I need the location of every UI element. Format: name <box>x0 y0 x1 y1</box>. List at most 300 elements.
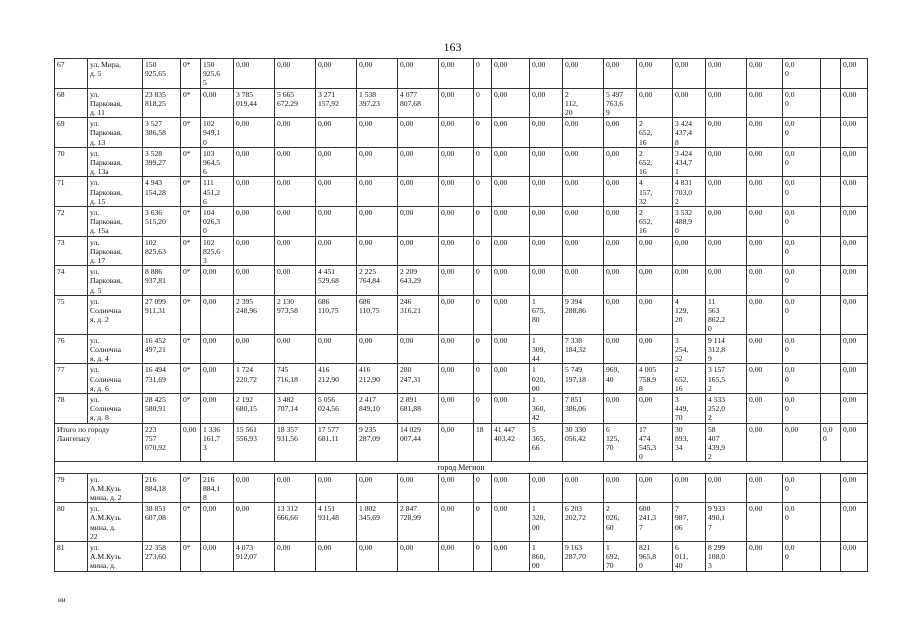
value-cell: 0 <box>474 364 492 394</box>
value-cell: 0,00 <box>398 541 439 571</box>
value-cell: 4 831 703,0 2 <box>673 177 706 207</box>
address-cell: ул. Солнечна я, д. 4 <box>88 334 143 364</box>
value-cell: 5 056 024,56 <box>316 393 357 423</box>
value-cell: 0,00 <box>357 334 398 364</box>
value-cell: 0,00 <box>637 236 673 266</box>
value-cell: 0,00 <box>841 147 868 177</box>
value-cell: 0* <box>181 88 201 118</box>
value-cell: 0,00 <box>316 118 357 148</box>
value-cell: 0,00 <box>841 207 868 237</box>
table-row <box>55 177 868 207</box>
value-cell: 0,00 <box>439 177 474 207</box>
value-cell: 0,00 <box>673 473 706 503</box>
value-cell: 0,00 <box>357 177 398 207</box>
value-cell: 2 130 973,58 <box>275 295 316 334</box>
value-cell: 0,0 0 <box>783 334 821 364</box>
empty-cell <box>821 59 841 89</box>
value-cell: 0,00 <box>275 177 316 207</box>
value-cell: 2 026, 60 <box>604 503 637 542</box>
value-cell: 0,00 <box>530 147 563 177</box>
value-cell: 0,0 0 <box>783 473 821 503</box>
value-cell: 0,0 0 <box>783 177 821 207</box>
value-cell: 0,0 0 <box>783 207 821 237</box>
value-cell: 0,00 <box>747 334 783 364</box>
table-row <box>55 118 868 148</box>
value-cell: 3 636 515,20 <box>143 207 181 237</box>
value-cell: 0 <box>474 59 492 89</box>
total-cell: 41 447 403,42 <box>492 423 530 462</box>
value-cell: 0,00 <box>492 177 530 207</box>
value-cell: 0 <box>474 207 492 237</box>
value-cell: 2 192 680,15 <box>234 393 275 423</box>
empty-cell <box>821 207 841 237</box>
value-cell: 4 151 931,48 <box>316 503 357 542</box>
value-cell: 3 528 399,27 <box>143 147 181 177</box>
value-cell: 0,00 <box>563 207 604 237</box>
value-cell: 0,00 <box>563 147 604 177</box>
address-cell: ул. Парковая, д. 15 <box>88 177 143 207</box>
value-cell: 2 891 681,88 <box>398 393 439 423</box>
value-cell: 1 320, 00 <box>530 503 563 542</box>
total-cell: 18 <box>474 423 492 462</box>
value-cell: 0 <box>474 503 492 542</box>
value-cell: 0,00 <box>841 473 868 503</box>
value-cell: 0,00 <box>357 59 398 89</box>
value-cell: 0,00 <box>706 59 747 89</box>
value-cell: 0,00 <box>201 334 234 364</box>
value-cell: 4 073 912,07 <box>234 541 275 571</box>
value-cell: 0,00 <box>747 177 783 207</box>
value-cell: 0,00 <box>275 236 316 266</box>
empty-cell <box>821 541 841 571</box>
value-cell: 3 532 488,9 0 <box>673 207 706 237</box>
value-cell: 0,00 <box>439 364 474 394</box>
value-cell: 0,00 <box>563 236 604 266</box>
value-cell: 0* <box>181 541 201 571</box>
total-cell: 6 125, 70 <box>604 423 637 462</box>
value-cell: 0,00 <box>604 266 637 296</box>
value-cell: 23 835 818,25 <box>143 88 181 118</box>
value-cell: 0,00 <box>234 266 275 296</box>
value-cell: 0,00 <box>706 266 747 296</box>
value-cell: 1 360, 42 <box>530 393 563 423</box>
value-cell: 0,00 <box>316 473 357 503</box>
value-cell: 28 425 580,91 <box>143 393 181 423</box>
value-cell: 0,00 <box>530 118 563 148</box>
value-cell: 3 424 437,4 8 <box>673 118 706 148</box>
value-cell: 0,00 <box>357 541 398 571</box>
value-cell: 745 716,18 <box>275 364 316 394</box>
page-number: 163 <box>443 40 462 54</box>
value-cell: 0,00 <box>234 147 275 177</box>
value-cell: 2 652, 16 <box>637 147 673 177</box>
value-cell: 6 203 202,72 <box>563 503 604 542</box>
row-number: 71 <box>55 177 88 207</box>
value-cell: 0,00 <box>439 88 474 118</box>
footnote: ни <box>58 596 66 604</box>
value-cell: 0,00 <box>275 59 316 89</box>
value-cell: 0,00 <box>637 334 673 364</box>
value-cell: 0,00 <box>201 393 234 423</box>
address-cell: ул. Парковая, д. 17 <box>88 236 143 266</box>
value-cell: 1 309, 44 <box>530 334 563 364</box>
value-cell: 7 851 386,06 <box>563 393 604 423</box>
row-number: 72 <box>55 207 88 237</box>
value-cell: 0,00 <box>747 59 783 89</box>
total-cell: 17 577 681,11 <box>316 423 357 462</box>
value-cell: 2 652, 16 <box>637 118 673 148</box>
value-cell: 0* <box>181 473 201 503</box>
value-cell: 0,00 <box>398 59 439 89</box>
value-cell: 686 110,75 <box>357 295 398 334</box>
value-cell: 0,00 <box>604 334 637 364</box>
section-title: город Мегион <box>55 462 868 473</box>
value-cell: 0* <box>181 266 201 296</box>
value-cell: 0,00 <box>398 236 439 266</box>
value-cell: 0,00 <box>747 473 783 503</box>
value-cell: 0,00 <box>492 236 530 266</box>
value-cell: 246 316,21 <box>398 295 439 334</box>
value-cell: 0,00 <box>201 364 234 394</box>
value-cell: 0,00 <box>492 88 530 118</box>
value-cell: 0,00 <box>841 503 868 542</box>
value-cell: 0,00 <box>275 473 316 503</box>
table-row <box>55 88 868 118</box>
empty-cell <box>821 295 841 334</box>
address-cell: ул. Мира, д. 5 <box>88 59 143 89</box>
value-cell: 0,0 0 <box>783 393 821 423</box>
empty-cell <box>821 118 841 148</box>
value-cell: 0,0 0 <box>783 266 821 296</box>
value-cell: 4 451 529,68 <box>316 266 357 296</box>
table-row <box>55 541 868 571</box>
value-cell: 0,00 <box>439 295 474 334</box>
total-cell: 15 561 556,93 <box>234 423 275 462</box>
value-cell: 0,00 <box>747 393 783 423</box>
value-cell: 8 299 108,0 3 <box>706 541 747 571</box>
value-cell: 0,00 <box>747 364 783 394</box>
value-cell: 0,00 <box>747 541 783 571</box>
total-cell: 14 029 007,44 <box>398 423 439 462</box>
value-cell: 0,00 <box>492 503 530 542</box>
value-cell: 0,00 <box>492 59 530 89</box>
value-cell: 0,00 <box>234 334 275 364</box>
value-cell: 0 <box>474 295 492 334</box>
value-cell: 0,00 <box>530 473 563 503</box>
value-cell: 0 <box>474 266 492 296</box>
value-cell: 0,00 <box>357 473 398 503</box>
value-cell: 0,00 <box>841 266 868 296</box>
value-cell: 0,00 <box>316 59 357 89</box>
value-cell: 0,00 <box>604 295 637 334</box>
value-cell: 5 497 763,6 9 <box>604 88 637 118</box>
value-cell: 0,00 <box>439 147 474 177</box>
value-cell: 0,00 <box>234 59 275 89</box>
value-cell: 0 <box>474 177 492 207</box>
address-cell: ул. А.М.Кузь мина, д. 2 <box>88 473 143 503</box>
empty-cell <box>821 473 841 503</box>
value-cell: 0,00 <box>604 59 637 89</box>
total-label: Итого по городу Лангепасу <box>55 423 143 462</box>
value-cell: 0* <box>181 503 201 542</box>
value-cell: 0,0 0 <box>783 364 821 394</box>
value-cell: 0,00 <box>747 266 783 296</box>
value-cell: 216 884,18 <box>143 473 181 503</box>
total-cell: 0,00 <box>439 423 474 462</box>
total-cell: 0,0 0 <box>821 423 841 462</box>
value-cell: 0,00 <box>398 177 439 207</box>
address-cell: ул. Парковая, д. 11 <box>88 88 143 118</box>
value-cell: 0,00 <box>637 266 673 296</box>
address-cell: ул. Солнечна я, д. 8 <box>88 393 143 423</box>
value-cell: 0,00 <box>706 147 747 177</box>
value-cell: 0,00 <box>439 207 474 237</box>
value-cell: 0,00 <box>747 118 783 148</box>
value-cell: 0,00 <box>275 118 316 148</box>
value-cell: 0,00 <box>563 118 604 148</box>
value-cell: 0 <box>474 236 492 266</box>
value-cell: 0,0 0 <box>783 118 821 148</box>
table-row <box>55 364 868 394</box>
table-row <box>55 503 868 542</box>
value-cell: 0,00 <box>841 295 868 334</box>
value-cell: 0,00 <box>604 147 637 177</box>
table-row <box>55 59 868 89</box>
value-cell: 0,00 <box>316 236 357 266</box>
address-cell: ул. Солнечна я, д. 2 <box>88 295 143 334</box>
value-cell: 0,00 <box>439 334 474 364</box>
value-cell: 0,00 <box>841 59 868 89</box>
value-cell: 0,00 <box>439 266 474 296</box>
value-cell: 4 943 154,28 <box>143 177 181 207</box>
value-cell: 821 965,8 0 <box>637 541 673 571</box>
address-cell: ул. А.М.Кузь мина, д. 22 <box>88 503 143 542</box>
value-cell: 416 212,90 <box>316 364 357 394</box>
value-cell: 2 112, 20 <box>563 88 604 118</box>
value-cell: 0,00 <box>604 473 637 503</box>
value-cell: 0,00 <box>316 334 357 364</box>
value-cell: 600 241,3 7 <box>637 503 673 542</box>
value-cell: 3 424 434,7 1 <box>673 147 706 177</box>
value-cell: 3 271 157,92 <box>316 88 357 118</box>
value-cell: 969, 40 <box>604 364 637 394</box>
value-cell: 0,00 <box>201 541 234 571</box>
value-cell: 0,0 0 <box>783 59 821 89</box>
value-cell: 13 312 666,66 <box>275 503 316 542</box>
row-number: 75 <box>55 295 88 334</box>
value-cell: 102 949,1 0 <box>201 118 234 148</box>
table-row <box>55 393 868 423</box>
value-cell: 1 802 345,69 <box>357 503 398 542</box>
value-cell: 0 <box>474 393 492 423</box>
value-cell: 0* <box>181 207 201 237</box>
value-cell: 0,00 <box>563 177 604 207</box>
address-cell: ул. Парковая, д. 13а <box>88 147 143 177</box>
value-cell: 0,00 <box>841 364 868 394</box>
empty-cell <box>821 364 841 394</box>
value-cell: 0,00 <box>637 59 673 89</box>
value-cell: 0,00 <box>673 236 706 266</box>
value-cell: 0,00 <box>234 118 275 148</box>
value-cell: 0* <box>181 118 201 148</box>
value-cell: 0* <box>181 364 201 394</box>
value-cell: 0,00 <box>604 236 637 266</box>
value-cell: 7 338 184,32 <box>563 334 604 364</box>
empty-cell <box>821 147 841 177</box>
value-cell: 3 449, 70 <box>673 393 706 423</box>
value-cell: 9 933 490,1 7 <box>706 503 747 542</box>
value-cell: 0* <box>181 59 201 89</box>
value-cell: 5 665 672,29 <box>275 88 316 118</box>
value-cell: 9 163 287,70 <box>563 541 604 571</box>
value-cell: 0,00 <box>492 541 530 571</box>
value-cell: 150 925,6 5 <box>201 59 234 89</box>
value-cell: 0,00 <box>841 118 868 148</box>
value-cell: 0,00 <box>234 177 275 207</box>
value-cell: 4 533 252,0 2 <box>706 393 747 423</box>
value-cell: 27 099 911,31 <box>143 295 181 334</box>
value-cell: 0,00 <box>706 236 747 266</box>
table-row <box>55 473 868 503</box>
value-cell: 686 110,75 <box>316 295 357 334</box>
value-cell: 3 785 019,44 <box>234 88 275 118</box>
value-cell: 0,0 0 <box>783 88 821 118</box>
value-cell: 0,00 <box>563 59 604 89</box>
value-cell: 0,00 <box>637 393 673 423</box>
value-cell: 0,00 <box>706 473 747 503</box>
empty-cell <box>821 177 841 207</box>
value-cell: 0,00 <box>398 118 439 148</box>
total-cell: 17 474 545,3 0 <box>637 423 673 462</box>
value-cell: 0,00 <box>706 88 747 118</box>
table-row <box>55 334 868 364</box>
value-cell: 0,00 <box>316 147 357 177</box>
value-cell: 0* <box>181 177 201 207</box>
value-cell: 0,00 <box>275 266 316 296</box>
value-cell: 0,00 <box>316 541 357 571</box>
value-cell: 4 129, 20 <box>673 295 706 334</box>
total-cell: 18 357 931,56 <box>275 423 316 462</box>
value-cell: 2 417 849,10 <box>357 393 398 423</box>
value-cell: 0 <box>474 147 492 177</box>
value-cell: 416 212,90 <box>357 364 398 394</box>
value-cell: 5 749 197,18 <box>563 364 604 394</box>
row-number: 77 <box>55 364 88 394</box>
total-cell: 223 757 070,92 <box>143 423 181 462</box>
value-cell: 0,00 <box>234 503 275 542</box>
value-cell: 2 395 248,96 <box>234 295 275 334</box>
row-number: 67 <box>55 59 88 89</box>
value-cell: 0,00 <box>637 473 673 503</box>
value-cell: 104 026,3 0 <box>201 207 234 237</box>
value-cell: 150 925,65 <box>143 59 181 89</box>
empty-cell <box>821 393 841 423</box>
value-cell: 1 692, 70 <box>604 541 637 571</box>
row-number: 79 <box>55 473 88 503</box>
value-cell: 0,00 <box>841 177 868 207</box>
value-cell: 0,00 <box>747 503 783 542</box>
value-cell: 216 884,1 8 <box>201 473 234 503</box>
total-row <box>55 423 868 462</box>
empty-cell <box>821 503 841 542</box>
value-cell: 0,00 <box>530 207 563 237</box>
value-cell: 1 538 397,23 <box>357 88 398 118</box>
value-cell: 0,00 <box>357 118 398 148</box>
value-cell: 0,0 0 <box>783 236 821 266</box>
value-cell: 0,00 <box>492 473 530 503</box>
total-cell: 0,00 <box>747 423 783 462</box>
total-cell: 1 336 161,7 3 <box>201 423 234 462</box>
total-cell: 0,00 <box>181 423 201 462</box>
value-cell: 0,0 0 <box>783 295 821 334</box>
value-cell: 0,00 <box>201 503 234 542</box>
total-cell: 30 893, 34 <box>673 423 706 462</box>
value-cell: 9 114 312,8 9 <box>706 334 747 364</box>
empty-cell <box>821 334 841 364</box>
table-row <box>55 147 868 177</box>
row-number: 68 <box>55 88 88 118</box>
value-cell: 0* <box>181 334 201 364</box>
value-cell: 0,00 <box>439 393 474 423</box>
value-cell: 0,00 <box>234 236 275 266</box>
address-cell: ул. Парковая, д. 13 <box>88 118 143 148</box>
value-cell: 1 020, 00 <box>530 364 563 394</box>
value-cell: 1 675, 80 <box>530 295 563 334</box>
value-cell: 0,00 <box>398 334 439 364</box>
value-cell: 0 <box>474 88 492 118</box>
value-cell: 9 394 288,86 <box>563 295 604 334</box>
value-cell: 0,00 <box>530 236 563 266</box>
value-cell: 0,00 <box>637 88 673 118</box>
value-cell: 16 452 497,21 <box>143 334 181 364</box>
value-cell: 0,00 <box>706 118 747 148</box>
value-cell: 7 987, 06 <box>673 503 706 542</box>
value-cell: 0,00 <box>398 207 439 237</box>
value-cell: 0,00 <box>706 177 747 207</box>
value-cell: 4 005 758,9 8 <box>637 364 673 394</box>
value-cell: 0,00 <box>841 541 868 571</box>
row-number: 70 <box>55 147 88 177</box>
value-cell: 0* <box>181 295 201 334</box>
value-cell: 0,00 <box>747 88 783 118</box>
value-cell: 0,00 <box>673 88 706 118</box>
value-cell: 0,00 <box>673 59 706 89</box>
value-cell: 0,0 0 <box>783 541 821 571</box>
value-cell: 0,00 <box>492 364 530 394</box>
value-cell: 0,00 <box>673 266 706 296</box>
value-cell: 2 652, 16 <box>673 364 706 394</box>
value-cell: 1 724 220,72 <box>234 364 275 394</box>
row-number: 73 <box>55 236 88 266</box>
value-cell: 280 247,31 <box>398 364 439 394</box>
total-cell: 5 365, 66 <box>530 423 563 462</box>
value-cell: 103 964,5 6 <box>201 147 234 177</box>
value-cell: 0* <box>181 393 201 423</box>
value-cell: 0,00 <box>492 334 530 364</box>
value-cell: 0,00 <box>357 147 398 177</box>
value-cell: 0,00 <box>439 503 474 542</box>
value-cell: 0* <box>181 236 201 266</box>
total-cell: 0,00 <box>841 423 868 462</box>
value-cell: 2 225 764,84 <box>357 266 398 296</box>
address-cell: ул. Солнечна я, д. 6 <box>88 364 143 394</box>
value-cell: 0,00 <box>439 473 474 503</box>
value-cell: 0,00 <box>492 147 530 177</box>
value-cell: 0,00 <box>604 177 637 207</box>
value-cell: 16 494 731,69 <box>143 364 181 394</box>
empty-cell <box>821 88 841 118</box>
value-cell: 0,00 <box>604 207 637 237</box>
